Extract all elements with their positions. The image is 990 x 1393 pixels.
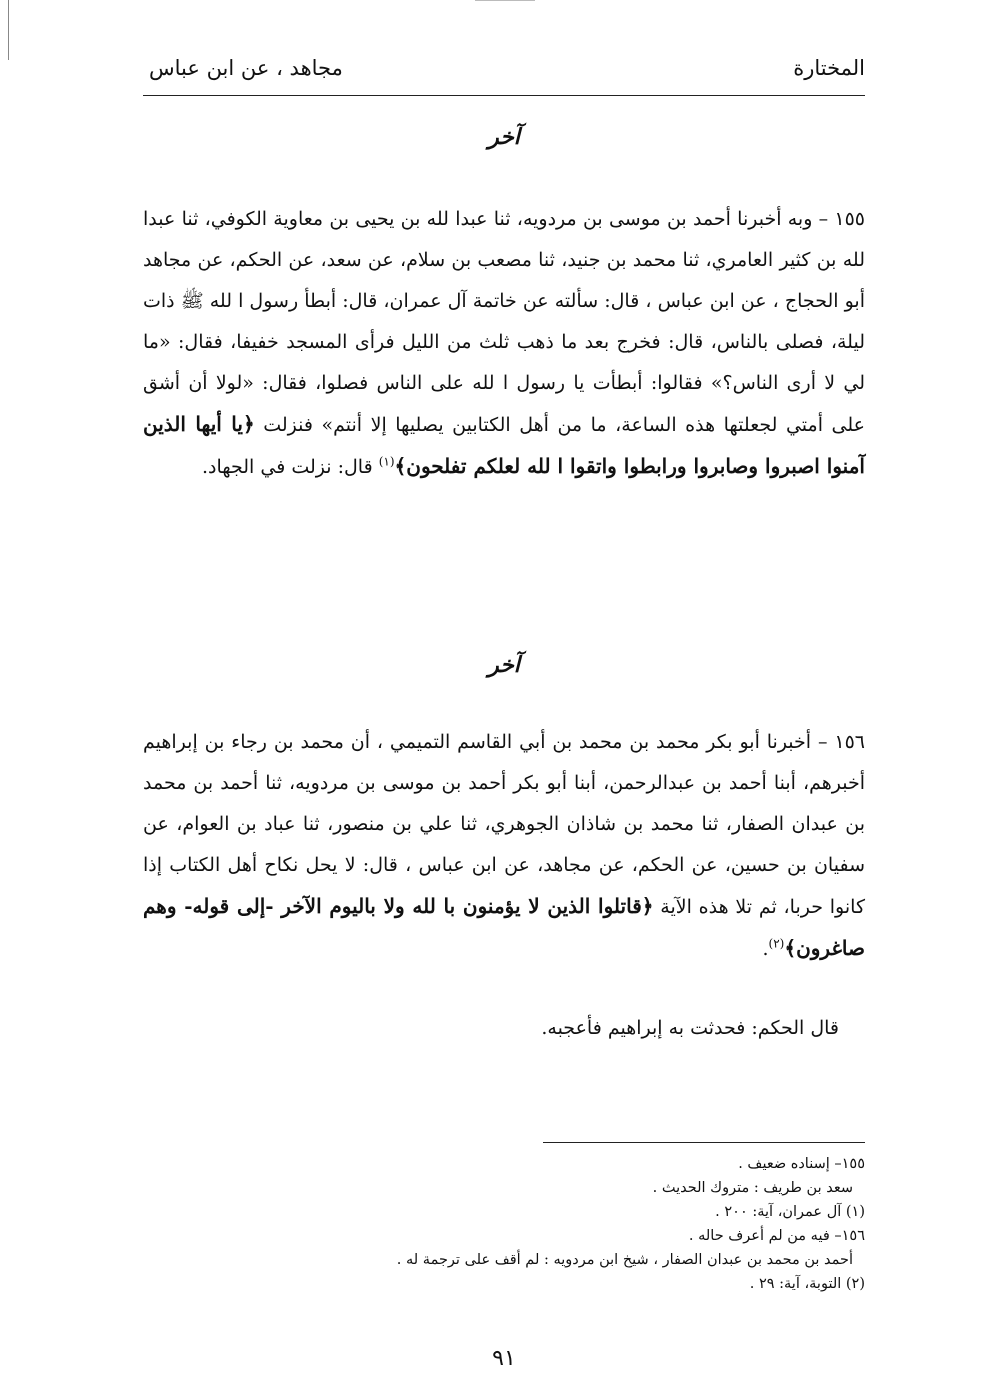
page-number: ٩١ [492,1346,516,1371]
hadith-tail: قال: نزلت في الجهاد. [201,456,379,478]
hadith-tail: . [762,938,769,960]
footnote-ref: (٢) [768,936,785,951]
header-divider [143,95,865,96]
footnote-line: سعد بن طريف : متروك الحديث . [652,1180,853,1196]
section-title: آخر [488,652,520,678]
hadith-text: ١٥٥ – وبه أخبرنا أحمد بن موسى بن مردويه، ثنا عبدا لله بن يحيى بن معاوية الكوفي، ثنا عبدا لله بن كثير العامري، ثنا محمد بن جنيد، ثنا مصعب بن سلام، عن سعد، عن الحكم، عن مجاهد أبو الحجاج ، عن ابن عباس ، قال: سألته عن خاتمة آل عمران، قال: أبطأ رسول ا لله ﷺ ذات ليلة، فصلى بالناس، قال: فخرج بعد ما ذهب ثلث من الليل فرأى المسجد خفيفا، فقال: «ما لي لا أرى الناس؟» فقالوا: أبطأت يا رسول ا لله على الناس فصلوا، فقال: «لولا أن أشق على أمتي لجعلتها هذه الساعة، ما من أهل الكتابين يصليها إلا أنتم» فنزلت [143,208,865,436]
footnote-line: أحمد بن محمد بن عبدان الصفار ، شيخ ابن مردويه : لم أقف على ترجمة له . [396,1252,853,1268]
header-chapter-title: مجاهد ، عن ابن عباس [149,56,343,80]
hadith-155-paragraph [143,199,865,488]
quran-verse: ﴿يا أيها الذين آمنوا اصبروا وصابروا ورابطوا واتقوا ا لله لعلكم تفلحون﴾ [143,412,865,478]
running-header [143,52,865,92]
footnote-line: (١) آل عمران، آية: ٢٠٠ . [715,1204,865,1220]
footnotes [143,1152,865,1296]
footnote-divider [543,1142,865,1143]
quran-verse: ﴿قاتلوا الذين لا يؤمنون با لله ولا باليوم الآخر -إلى قوله- وهم صاغرون﴾ [143,894,865,960]
header-book-title: المختارة [793,56,865,80]
hadith-156-paragraph [143,722,865,970]
section-title: آخر [488,124,520,150]
page [143,0,865,1393]
footnote-line: ١٥٦– فيه من لم أعرف حاله . [688,1228,865,1244]
footnote-line: ١٥٥– إسناده ضعيف . [738,1156,865,1172]
footnote-line: (٢) التوبة، آية: ٢٩ . [749,1276,865,1292]
scan-edge [8,0,9,60]
narrator-comment: قال الحكم: فحدثت به إبراهيم فأعجبه. [541,1017,839,1039]
footnote-ref: (١) [378,454,395,469]
hadith-text: ١٥٦ – أخبرنا أبو بكر محمد بن محمد بن أبي القاسم التميمي ، أن محمد بن رجاء بن إبراهيم أخبرهم، أبنا أحمد بن عبدالرحمن، أبنا أبو بكر أحمد بن موسى بن مردويه، ثنا أحمد بن محمد بن عبدان الصفار، ثنا محمد بن شاذان الجوهري، ثنا علي بن منصور، ثنا عباد بن العوام، عن سفيان بن حسين، عن الحكم، عن مجاهد، عن ابن عباس ، قال: لا يحل نكاح أهل الكتاب إذا كانوا حربا، ثم تلا هذه الآية [143,731,865,918]
